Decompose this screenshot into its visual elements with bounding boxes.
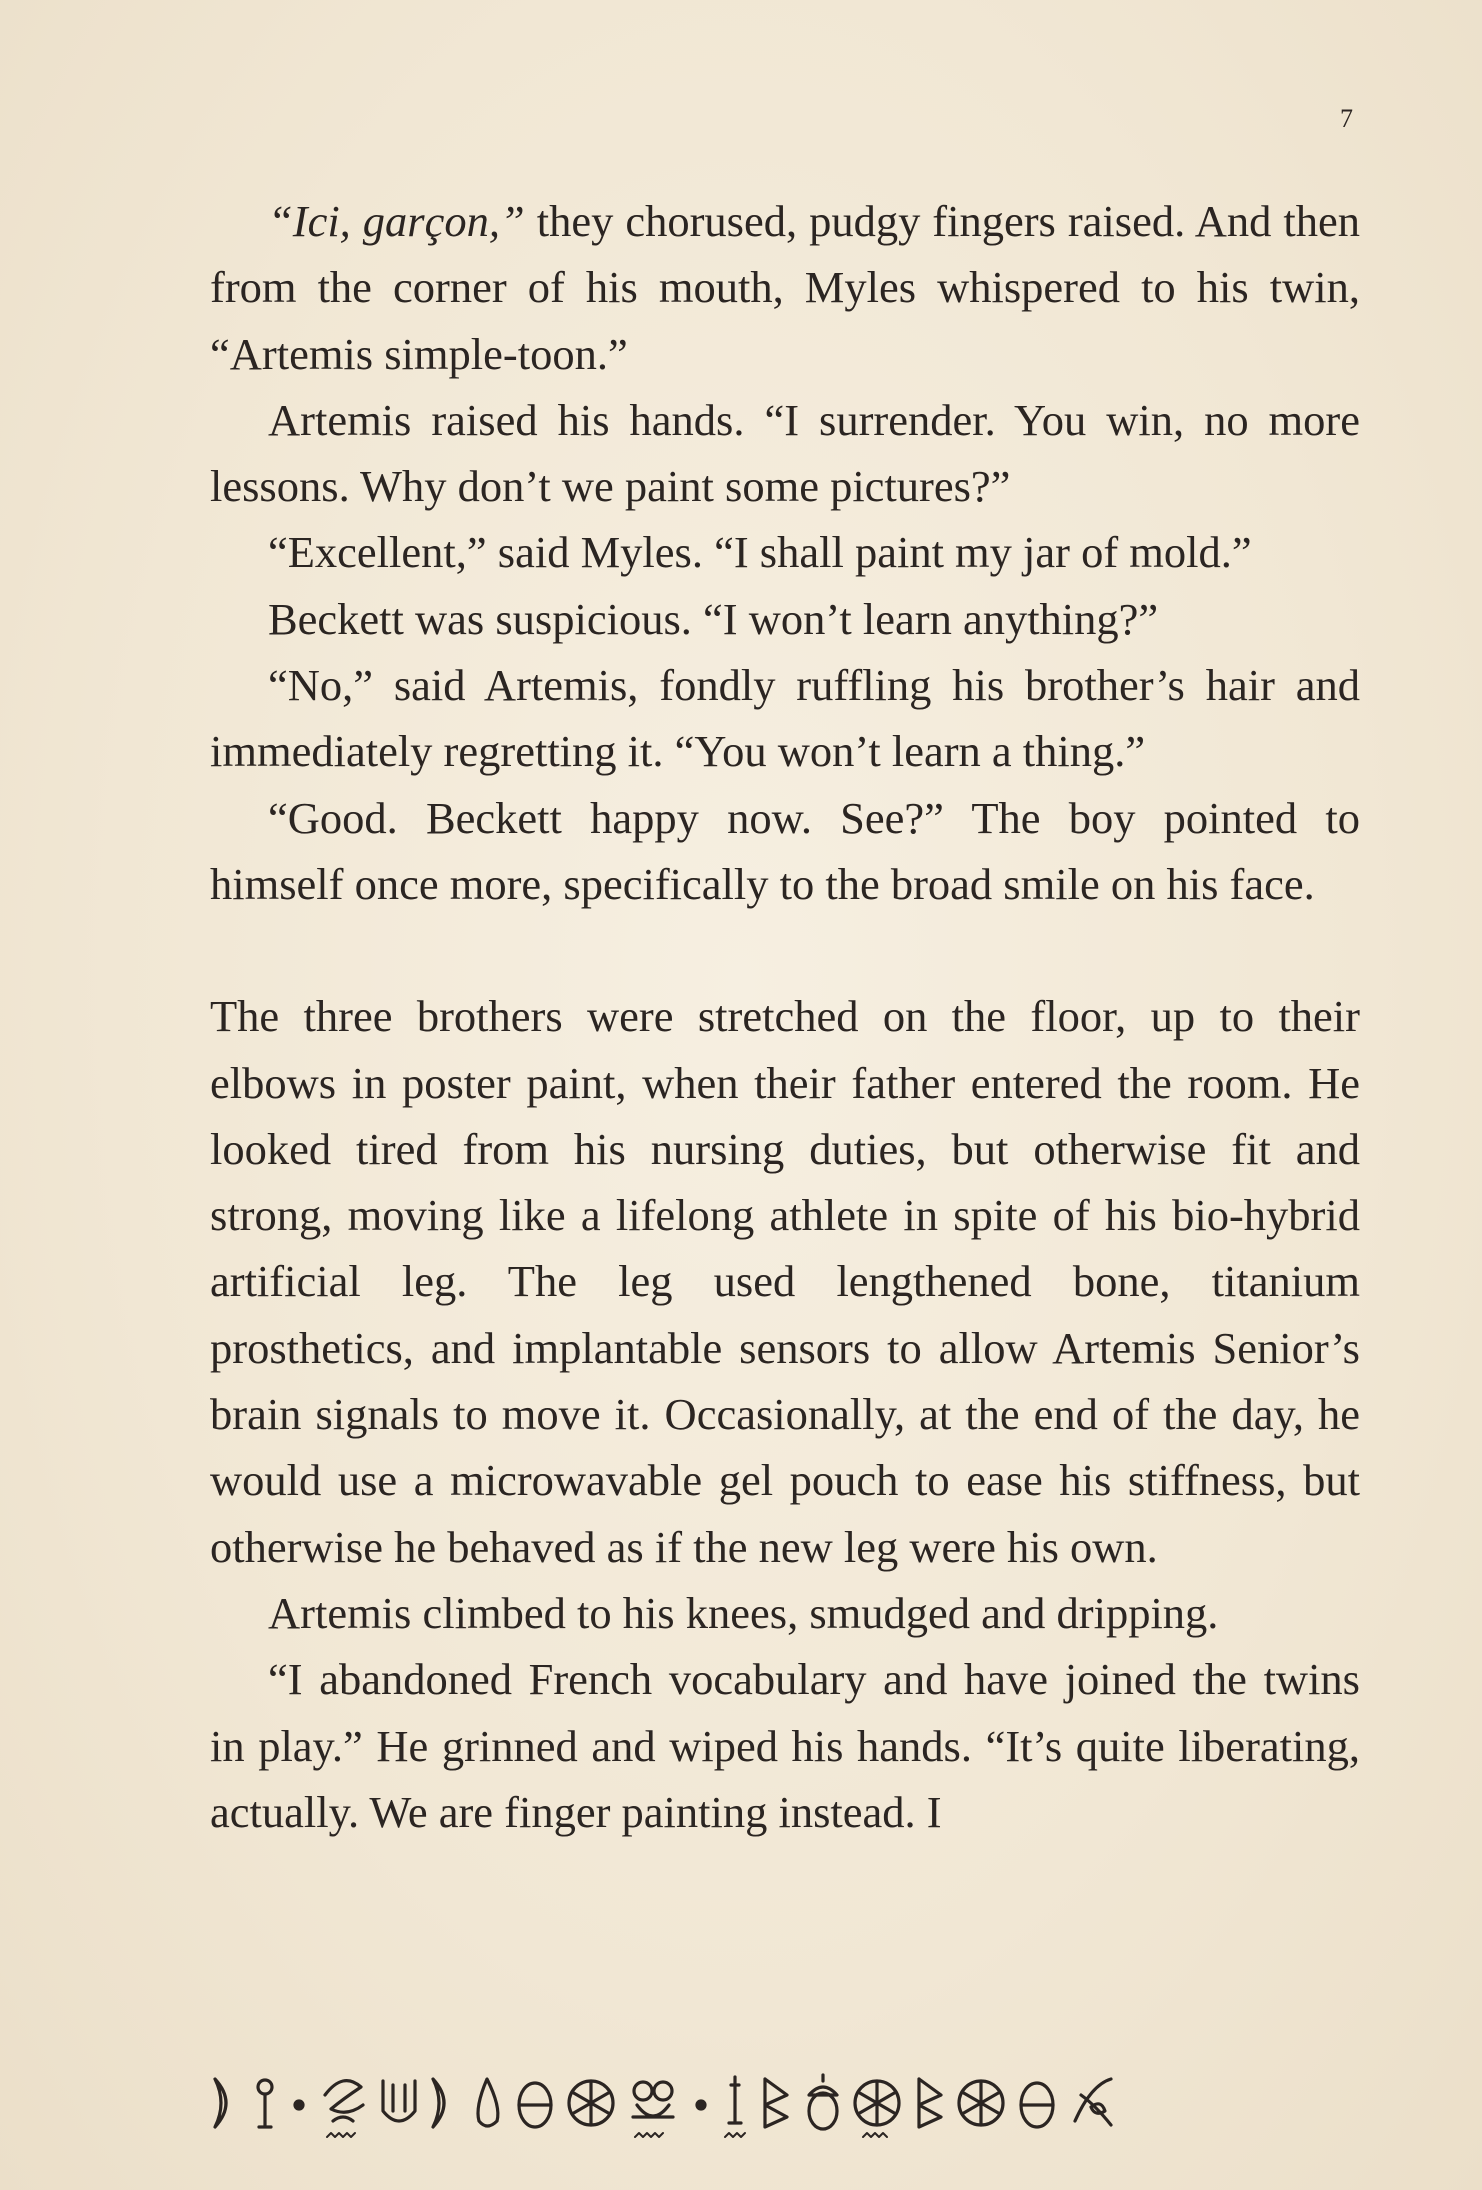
wheel-tilde-glyph-icon (855, 2081, 899, 2137)
paragraph (210, 586, 1360, 652)
swirl-tilde-glyph-icon (325, 2081, 363, 2137)
drop-glyph-icon (478, 2079, 498, 2126)
paragraph (210, 1646, 1360, 1845)
paragraph (210, 387, 1360, 520)
text-span: they chorused, pudgy fingers raised. And then from the corner of his mouth, Myles whispered to his twin, “Artemis simple-toon.” (210, 196, 1360, 379)
text-span: Beckett was suspicious. “I won’t learn anything?” (268, 593, 1159, 644)
text-span: “Excellent,” said Myles. “I shall paint my jar of mold.” (268, 527, 1252, 578)
scroll-glyph-icon (1075, 2079, 1111, 2125)
dot-glyph-icon (697, 2101, 705, 2109)
wheel-glyph-icon (569, 2081, 613, 2125)
text-span: “I abandoned French vocabulary and have joined the twins in play.” He grinned and wiped his hands. “It’s quite liberating, actually. We are finger painting instead. I (210, 1654, 1360, 1837)
crescent-glyph-icon (215, 2079, 226, 2127)
dot-glyph-icon (295, 2101, 303, 2109)
crescent-glyph-icon (433, 2079, 444, 2127)
paragraph (210, 1580, 1360, 1646)
cup-glyph-icon (383, 2081, 415, 2121)
text-span: Artemis raised his hands. “I surrender. You win, no more lessons. Why don’t we paint some pictures?” (210, 394, 1360, 512)
body-text (210, 188, 1360, 1845)
wheel-glyph-icon (959, 2081, 1003, 2125)
gnommish-cipher-icon-row (205, 2065, 1355, 2145)
text-span: The three brothers were stretched on the floor, up to their elbows in poster paint, when their father entered the room. He looked tired from his nursing duties, but otherwise fit and strong, moving like a lifelong athlete in spite of his bio-hybrid artificial leg. The leg used lengthened bone, titanium prosthetics, and implantable sensors to allow Artemis Senior’s brain signals to move it. Occasionally, at the end of the day, he would use a microwavable gel pouch to ease his stiffness, but otherwise he behaved as if the new leg were his own. (210, 991, 1360, 1572)
text-span: “Good. Beckett happy now. See?” The boy pointed to himself once more, specifically to the broad smile on his face. (210, 792, 1360, 909)
text-span: Artemis climbed to his knees, smudged and dripping. (268, 1587, 1219, 1638)
section-start-paragraph (210, 983, 1360, 1580)
paragraph (210, 785, 1360, 918)
staff-tilde-glyph-icon (725, 2077, 745, 2137)
rune-b-glyph-icon (765, 2079, 787, 2127)
paragraph (210, 188, 1360, 387)
paragraph (210, 652, 1360, 785)
gnommish-code-strip (205, 2065, 1355, 2145)
ankh-hook-glyph-icon (258, 2080, 272, 2127)
italic-span: “Ici, garçon,” (268, 196, 525, 246)
circle-bar-glyph-icon (519, 2083, 551, 2127)
rune-b-glyph-icon (919, 2079, 941, 2127)
circle-bar-glyph-icon (1021, 2083, 1053, 2127)
text-span: “No,” said Artemis, fondly ruffling his brother’s hair and immediately regretting it. “You won’t learn a thing.” (210, 660, 1360, 777)
bug-tilde-glyph-icon (633, 2082, 673, 2137)
paragraph (210, 519, 1360, 585)
acorn-glyph-icon (809, 2075, 837, 2129)
page-number: 7 (1340, 104, 1353, 133)
